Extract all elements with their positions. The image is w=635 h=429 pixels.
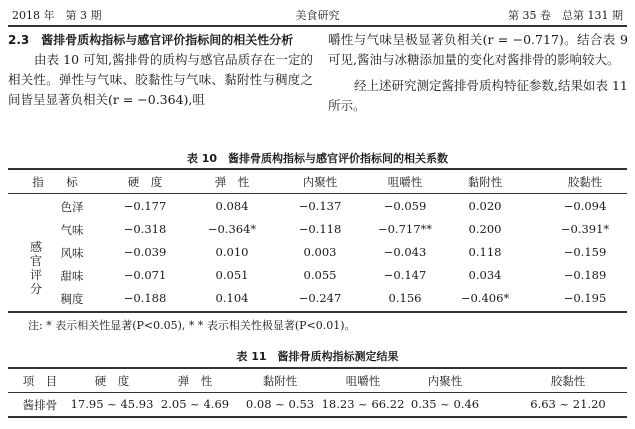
- table-cell: −0.391*: [560, 222, 610, 236]
- paragraph: 嚼性与气味呈极显著负相关(r = −0.717)。结合表 9 可见,酱油与冰糖添加量的变化对酱排骨的影响较大。: [328, 32, 628, 67]
- column-header: 内聚性: [427, 374, 463, 388]
- section-heading: 2.3 酱排骨质构指标与感官评价指标间的相关性分析: [8, 33, 294, 47]
- column-header: 咀嚼性: [387, 175, 423, 189]
- table-cell: −0.059: [383, 199, 427, 213]
- table-cell: −0.094: [563, 199, 607, 213]
- row-label: 风味: [60, 246, 84, 260]
- table-cell: −0.406*: [460, 291, 510, 305]
- paragraph: 由表 10 可知,酱排骨的质构与感官品质存在一定的相关性。弹性与气味、胶黏性与气味、黏附性与稠度之间皆呈显著负相关(r = −0.364),咀: [8, 52, 313, 107]
- table-cell: 18.23 ~ 66.22: [321, 397, 405, 411]
- table-cell: 0.35 ~ 0.46: [410, 397, 480, 411]
- column-header: 黏附性: [467, 175, 503, 189]
- table-cell: 2.05 ~ 4.69: [160, 397, 230, 411]
- table-cell: 0.084: [215, 199, 249, 213]
- column-header: 弹 性: [177, 374, 213, 388]
- table-cell: 0.003: [303, 245, 337, 259]
- table-cell: 0.020: [468, 199, 502, 213]
- right-column: [328, 30, 628, 116]
- table-top-rule: [8, 168, 627, 170]
- table10-note: 注: * 表示相关性显著(P<0.05), * * 表示相关性极显著(P<0.01)。: [28, 319, 356, 332]
- table-cell: −0.177: [123, 199, 167, 213]
- table10-caption: 表 10 酱排骨质构指标与感官评价指标间的相关系数: [186, 152, 449, 165]
- table-cell: −0.188: [123, 291, 167, 305]
- left-column: [8, 30, 313, 110]
- table-cell: −0.071: [123, 268, 167, 282]
- table-top-rule: [8, 367, 627, 369]
- header-rule: [8, 25, 627, 27]
- column-header: 硬 度: [94, 374, 130, 388]
- row-label: 稠度: [60, 292, 84, 306]
- table-cell: 0.200: [468, 222, 502, 236]
- table-header-rule: [8, 392, 627, 393]
- header-issue: 2018 年 第 3 期: [12, 9, 102, 22]
- table11-caption: 表 11 酱排骨质构指标测定结果: [236, 350, 399, 363]
- row-label: 甜味: [60, 269, 84, 283]
- table-cell: 0.118: [468, 245, 502, 259]
- row-label: 气味: [60, 223, 84, 237]
- table-cell: 0.156: [388, 291, 422, 305]
- header-journal: 美食研究: [295, 9, 340, 22]
- table-header-rule: [8, 193, 627, 194]
- table-cell: −0.318: [123, 222, 167, 236]
- table-cell: −0.364*: [207, 222, 257, 236]
- group-label: 感官评分: [29, 240, 42, 296]
- table-cell: −0.717**: [377, 222, 433, 236]
- table-cell: 0.055: [303, 268, 337, 282]
- table-cell: −0.189: [563, 268, 607, 282]
- table-cell: −0.118: [298, 222, 342, 236]
- column-header: 胶黏性: [567, 175, 603, 189]
- column-header: 咀嚼性: [345, 374, 381, 388]
- table-cell: 17.95 ~ 45.93: [70, 397, 154, 411]
- paragraph: 经上述研究测定酱排骨质构特征参数,结果如表 11 所示。: [328, 78, 628, 113]
- column-header: 标: [66, 175, 78, 189]
- table-cell: 0.034: [468, 268, 502, 282]
- column-header: 弹 性: [214, 175, 250, 189]
- table-cell: −0.159: [563, 245, 607, 259]
- table-cell: −0.147: [383, 268, 427, 282]
- column-header: 黏附性: [262, 374, 298, 388]
- table-cell: −0.195: [563, 291, 607, 305]
- table-cell: 0.010: [215, 245, 249, 259]
- table-cell: 0.08 ~ 0.53: [245, 397, 315, 411]
- column-header: 胶黏性: [550, 374, 586, 388]
- column-header: 硬 度: [127, 175, 163, 189]
- column-header: 内聚性: [302, 175, 338, 189]
- table-cell: 0.104: [215, 291, 249, 305]
- column-header: 指: [32, 175, 44, 189]
- table-cell: 6.63 ~ 21.20: [530, 397, 606, 411]
- header-volume: 第 35 卷 总第 131 期: [508, 9, 623, 22]
- table-cell: −0.247: [298, 291, 342, 305]
- row-label: 酱排骨: [22, 398, 58, 412]
- table-cell: −0.137: [298, 199, 342, 213]
- row-label: 色泽: [60, 200, 84, 214]
- table-cell: −0.039: [123, 245, 167, 259]
- table-cell: 0.051: [215, 268, 249, 282]
- column-header: 项 目: [22, 374, 58, 388]
- table-bottom-rule: [8, 311, 627, 313]
- table-cell: −0.043: [383, 245, 427, 259]
- table-bottom-rule: [8, 416, 627, 418]
